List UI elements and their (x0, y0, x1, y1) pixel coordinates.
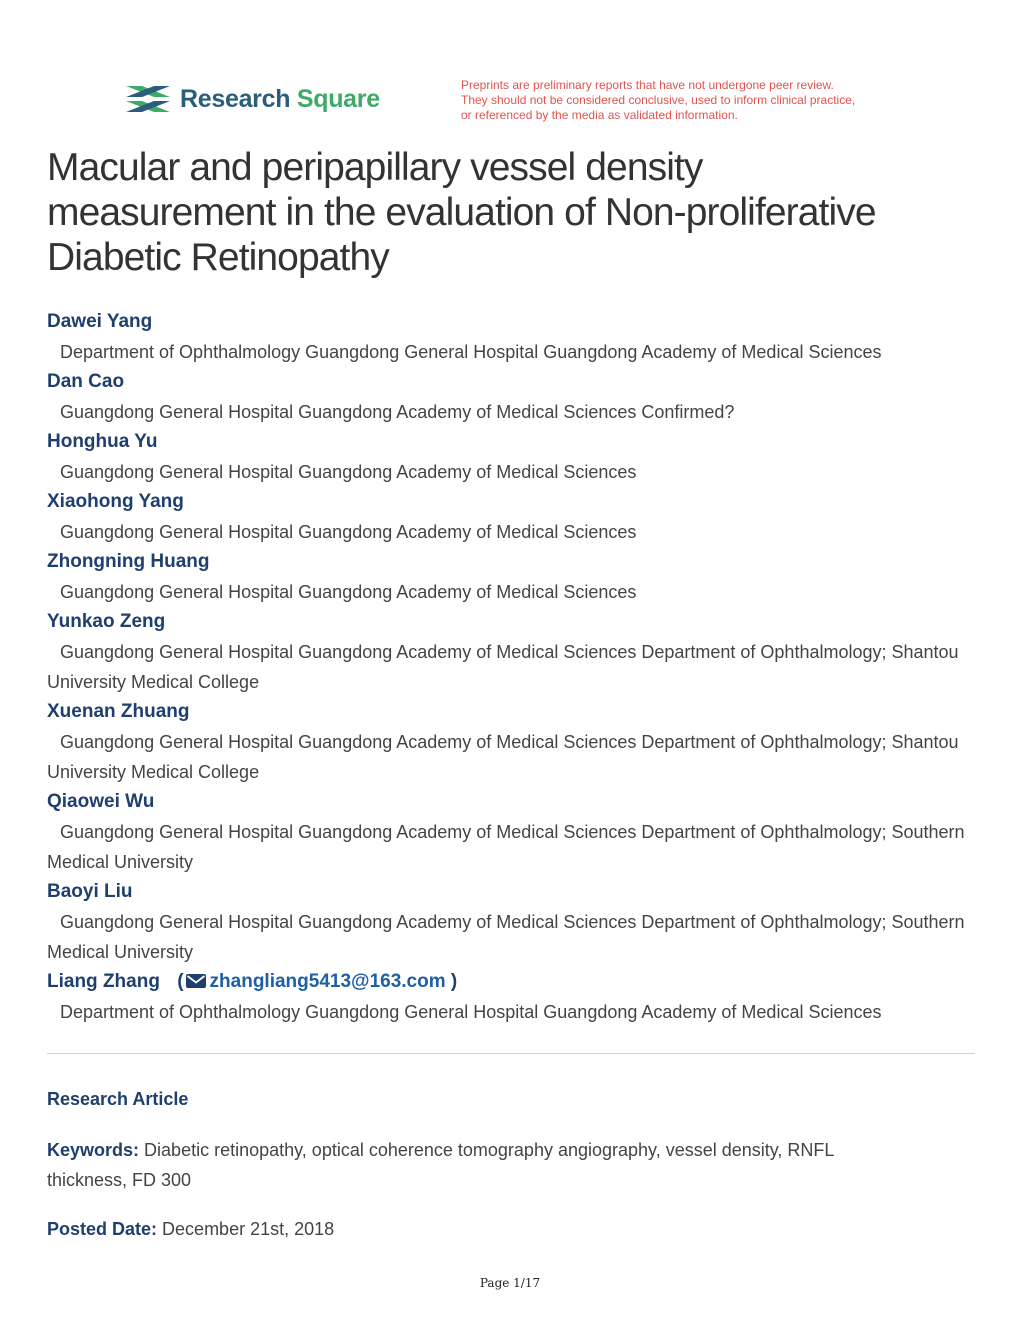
author-entry (47, 607, 982, 697)
header (124, 78, 944, 128)
email-link[interactable]: zhangliang5413@163.com (209, 971, 446, 992)
logo-text (180, 85, 380, 114)
corresponding-email: ( zhangliang5413@163.com ) (177, 971, 458, 992)
author-affiliation: Guangdong General Hospital Guangdong Academy of Medical Sciences Confirmed? (60, 402, 735, 422)
author-entry (47, 547, 982, 607)
author-affiliation: Guangdong General Hospital Guangdong Academy of Medical Sciences Department of Ophthalmology; Southern Medical University (47, 822, 965, 872)
posted-date-value: December 21st, 2018 (162, 1219, 335, 1239)
preprint-disclaimer (461, 78, 941, 123)
paper-title (47, 145, 987, 280)
author-affiliation: Guangdong General Hospital Guangdong Academy of Medical Sciences (60, 522, 637, 542)
author-list (47, 307, 982, 1027)
author-name: Baoyi Liu (47, 881, 133, 902)
logo-text-primary: Research (180, 84, 291, 113)
author-affiliation: Guangdong General Hospital Guangdong Academy of Medical Sciences (60, 462, 637, 482)
author-entry (47, 967, 982, 1027)
author-affiliation: Guangdong General Hospital Guangdong Academy of Medical Sciences Department of Ophthalmology; Shantou University Medical College (47, 732, 959, 782)
author-name: Qiaowei Wu (47, 791, 155, 812)
author-name: Dawei Yang (47, 311, 153, 332)
disclaimer-line: They should not be considered conclusive, used to inform clinical practice, (461, 93, 856, 107)
author-entry (47, 697, 982, 787)
disclaimer-line: or referenced by the media as validated information. (461, 108, 738, 122)
title-line: Diabetic Retinopathy (47, 236, 389, 279)
author-affiliation: Department of Ophthalmology Guangdong General Hospital Guangdong Academy of Medical Sciences (60, 1002, 882, 1022)
author-name: Honghua Yu (47, 431, 158, 452)
author-entry (47, 877, 982, 967)
title-line: measurement in the evaluation of Non-proliferative (47, 191, 876, 234)
keywords-value: Diabetic retinopathy, optical coherence tomography angiography, vessel density, RNFL thickness, FD 300 (47, 1140, 834, 1190)
keywords (47, 1135, 917, 1195)
research-square-logo[interactable] (124, 82, 380, 116)
author-entry (47, 367, 982, 427)
author-name: Xiaohong Yang (47, 491, 184, 512)
author-name: Xuenan Zhuang (47, 701, 190, 722)
author-entry (47, 487, 982, 547)
author-entry (47, 427, 982, 487)
author-name: Zhongning Huang (47, 551, 210, 572)
author-affiliation: Department of Ophthalmology Guangdong General Hospital Guangdong Academy of Medical Sciences (60, 342, 882, 362)
posted-date-label: Posted Date: (47, 1219, 158, 1239)
posted-date (47, 1214, 947, 1244)
author-affiliation: Guangdong General Hospital Guangdong Academy of Medical Sciences (60, 582, 637, 602)
author-name: Dan Cao (47, 371, 125, 392)
author-name: Liang Zhang (47, 971, 160, 992)
disclaimer-line: Preprints are preliminary reports that have not undergone peer review. (461, 78, 834, 92)
author-entry (47, 787, 982, 877)
page-number: Page 1/17 (479, 1276, 541, 1290)
article-type: Research Article (47, 1089, 189, 1109)
keywords-label: Keywords: (47, 1140, 140, 1160)
author-entry (47, 307, 982, 367)
logo-text-secondary: Square (296, 84, 380, 113)
research-square-logo-icon (124, 82, 172, 116)
title-line: Macular and peripapillary vessel density (47, 146, 703, 189)
section-divider (47, 1053, 975, 1054)
author-affiliation: Guangdong General Hospital Guangdong Academy of Medical Sciences Department of Ophthalmology; Southern Medical University (47, 912, 965, 962)
author-name: Yunkao Zeng (47, 611, 166, 632)
author-affiliation: Guangdong General Hospital Guangdong Academy of Medical Sciences Department of Ophthalmology; Shantou University Medical College (47, 642, 959, 692)
envelope-icon (186, 974, 206, 988)
